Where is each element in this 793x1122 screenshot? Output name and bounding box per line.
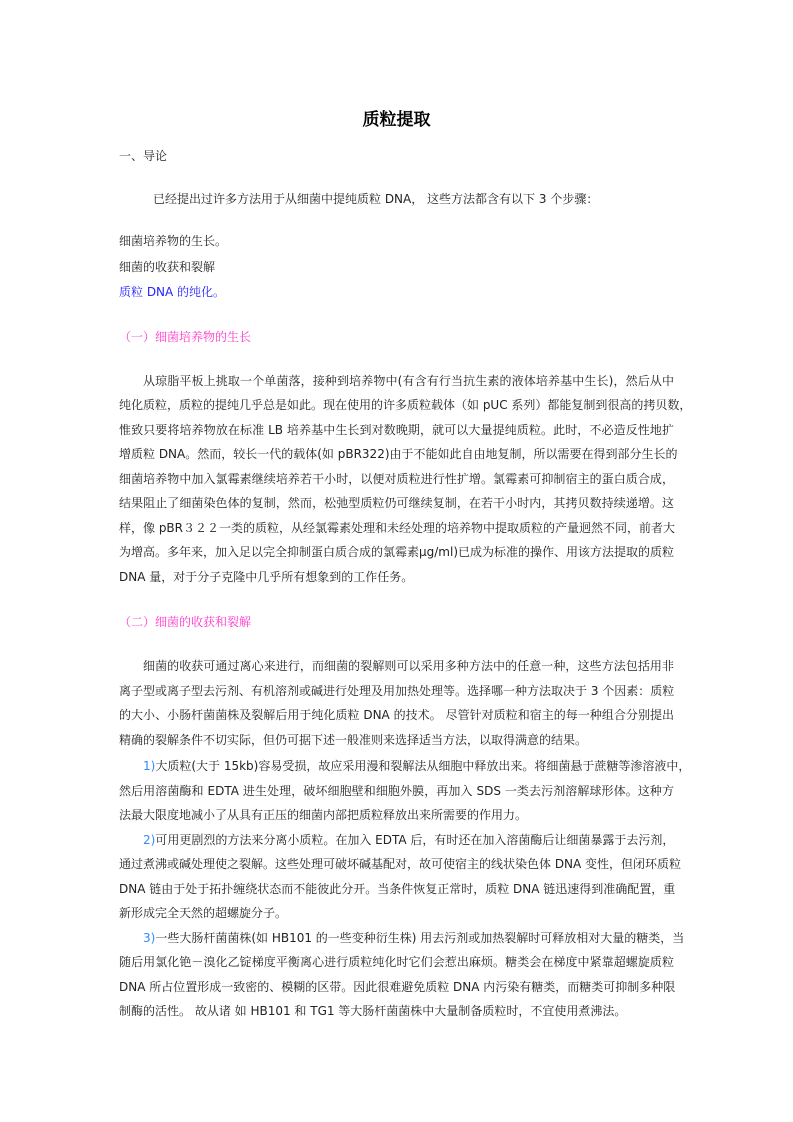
line-text: 大质粒(大于 15kb)容易受损，故应采用漫和裂解法从细胞中释放出来。将细菌悬于蔗糖等渗溶液中， — [155, 759, 691, 773]
line-text: 法最大限度地减小了从具有正压的细菌内部把质粒释放出来所需要的作用力。 — [119, 808, 528, 822]
line-text: DNA 链由于处于拓扑缠绕状态而不能彼此分开。当条件恢复正常时，质粒 DNA 链迅速得到准确配置，重 — [119, 882, 676, 896]
line-text: DNA 量，对于分子克隆中几乎所有想象到的工作任务。 — [119, 570, 414, 584]
line-text: 增质粒 DNA。然而，较长一代的载体(如 pBR322)由于不能如此自由地复制，所以需要在得到部分生长的 — [119, 447, 678, 461]
paragraph-line — [119, 683, 674, 699]
line-text: （一）细菌培养物的生长 — [119, 330, 252, 344]
paragraph-line — [119, 856, 682, 872]
line-text: 随后用氯化铯－溴化乙锭梯度平衡离心进行质粒纯化时它们会惹出麻烦。糖类会在梯度中紧靠超螺旋质粒 — [119, 955, 674, 969]
step-item — [119, 284, 674, 300]
document-title: 质粒提取 — [362, 110, 431, 130]
line-text: 细菌的收获可通过离心来进行，而细菌的裂解则可以采用多种方法中的任意一种，这些方法包括用非 — [143, 659, 674, 673]
line-text: 然后用溶菌酶和 EDTA 进生处理，破坏细胞壁和细胞外膜，再加入 SDS 一类去污剂溶解球形体。这种方 — [119, 784, 674, 798]
paragraph-line — [119, 1003, 674, 1019]
line-text: 可用更剧烈的方法来分离小质粒。在加入 EDTA 后，有时还在加入溶菌酶后让细菌暴露于去污剂， — [155, 833, 675, 847]
line-text: 的大小、小肠杆菌菌株及裂解后用于纯化质粒 DNA 的技术。 尽管针对质粒和宿主的每一种组合分别提出 — [119, 708, 674, 722]
paragraph-line — [119, 422, 674, 438]
line-text: 已经提出过许多方法用于从细菌中提纯质粒 DNA， 这些方法都含有以下 3 个步骤： — [153, 192, 599, 206]
line-text: 细菌培养物的生长。 — [119, 234, 228, 248]
line-text: 细菌培养物中加入氯霉素继续培养若干小时，以便对质粒进行性扩增。氯霉素可抑制宿主的蛋白质合成， — [119, 472, 674, 486]
line-text: 从琼脂平板上挑取一个单菌落，接种到培养物中(有含有行当抗生素的液体培养基中生长)，然后从中 — [143, 374, 674, 388]
line-text: （二）细菌的收获和裂解 — [119, 615, 252, 629]
paragraph-line — [143, 832, 674, 848]
step-item — [119, 233, 674, 249]
line-text: 精确的裂解条件不切实际，但仍可据下述一般准则来选择适当方法，以取得满意的结果。 — [119, 733, 588, 747]
subsection-heading — [119, 614, 674, 630]
paragraph-line — [119, 783, 674, 799]
paragraph-line — [119, 569, 674, 585]
paragraph-line — [119, 707, 674, 723]
paragraph-line — [119, 397, 692, 413]
paragraph-line — [143, 930, 685, 946]
paragraph-line — [119, 807, 674, 823]
intro-text — [153, 191, 674, 207]
line-text: 为增高。多年来，加入足以完全抑制蛋白质合成的氯霉素μg/ml)已成为标准的操作、用该方法提取的质粒 — [119, 545, 675, 559]
paragraph-line — [119, 471, 674, 487]
line-text: 一、导论 — [119, 149, 168, 163]
paragraph-line — [119, 905, 674, 921]
subsection-heading — [119, 329, 674, 345]
item-number: 1) — [143, 759, 156, 773]
section-heading — [119, 148, 674, 164]
paragraph-line — [143, 373, 674, 389]
line-text: 样，像 pBR３２２一类的质粒，从经氯霉素处理和未经处理的培养物中提取质粒的产量迥然不同，前者大 — [119, 521, 676, 535]
paragraph-line — [143, 758, 691, 774]
paragraph-line — [119, 979, 674, 995]
paragraph-line — [119, 881, 674, 897]
line-text: 通过煮沸或碱处理使之裂解。这些处理可破坏碱基配对，故可使宿主的线状染色体 DNA 变性，但闭环质粒 — [119, 857, 682, 871]
paragraph-line — [119, 520, 674, 536]
line-text: 新形成完全天然的超螺旋分子。 — [119, 906, 288, 920]
paragraph-line — [119, 495, 674, 511]
paragraph-line — [119, 544, 674, 560]
item-number: 2) — [143, 833, 156, 847]
line-text: 离子型或离子型去污剂、有机溶剂或碱进行处理及用加热处理等。选择哪一种方法取决于 3 个因素：质粒 — [119, 684, 675, 698]
paragraph-line — [143, 658, 674, 674]
line-text: 纯化质粒，质粒的提纯几乎总是如此。现在使用的许多质粒载体（如 pUC 系列）都能复制到很高的拷贝数， — [119, 398, 692, 412]
paragraph-line — [119, 954, 674, 970]
line-text: 一些大肠杆菌菌株(如 HB101 的一些变种衍生株) 用去污剂或加热裂解时可释放相对大量的糖类，当 — [155, 931, 685, 945]
paragraph-line — [119, 732, 674, 748]
line-text: DNA 所占位置形成一致密的、模糊的区带。因此很难避免质粒 DNA 内污染有糖类，而糖类可抑制多种限 — [119, 980, 676, 994]
step-item — [119, 259, 674, 275]
line-text: 结果阻止了细菌染色体的复制，然而，松弛型质粒仍可继续复制，在若干小时内，其拷贝数持续递增。这 — [119, 496, 674, 510]
line-text: 质粒 DNA 的纯化。 — [119, 285, 226, 299]
paragraph-line — [119, 446, 678, 462]
line-text: 制酶的活性。 故从诸 如 HB101 和 TG1 等大肠杆菌菌株中大量制备质粒时，不宜使用煮沸法。 — [119, 1004, 627, 1018]
line-text: 细菌的收获和裂解 — [119, 260, 216, 274]
item-number: 3) — [143, 931, 156, 945]
line-text: 惟致只要将培养物放在标准 LB 培养基中生长到对数晚期，就可以大量提纯质粒。此时，不必造反性地扩 — [119, 423, 674, 437]
